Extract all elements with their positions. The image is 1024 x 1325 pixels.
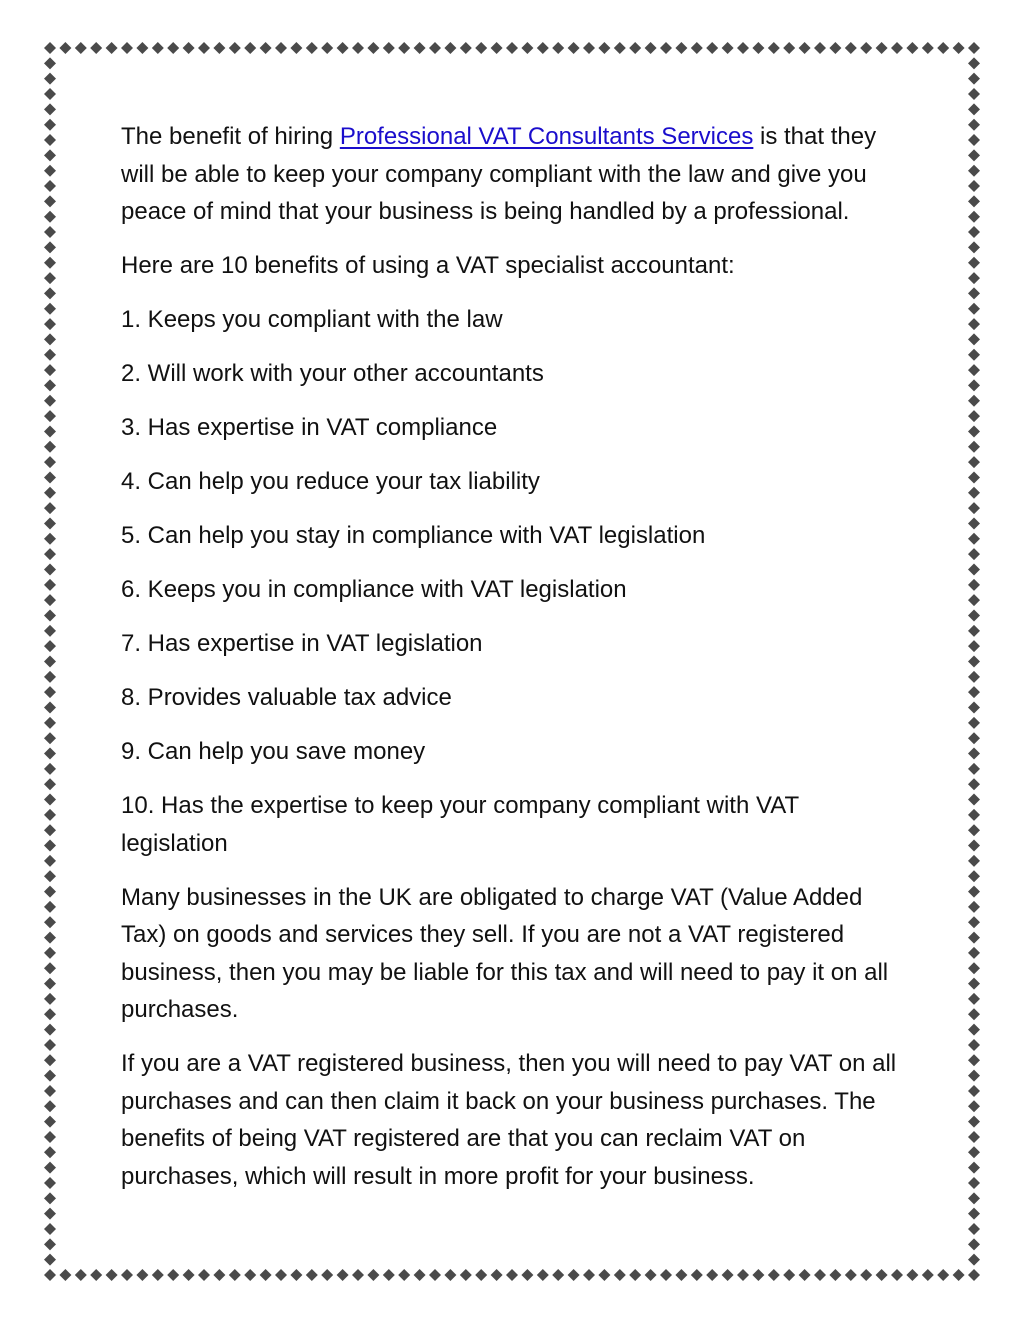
diamond-icon [44,870,56,882]
diamond-icon [968,395,980,407]
diamond-icon [537,1269,549,1281]
diamond-icon [44,840,56,852]
diamond-icon [383,1269,395,1281]
diamond-icon [968,594,980,606]
diamond-icon [44,732,56,744]
diamond-icon [90,42,102,54]
diamond-icon [691,1269,703,1281]
diamond-icon [953,42,965,54]
diamond-icon [968,548,980,560]
diamond-icon [44,195,56,207]
diamond-icon [968,1054,980,1066]
diamond-icon [876,42,888,54]
diamond-icon [783,1269,795,1281]
diamond-icon [44,1177,56,1189]
diamond-icon [829,42,841,54]
diamond-icon [968,1146,980,1158]
diamond-icon [44,257,56,269]
diamond-icon [44,119,56,131]
diamond-icon [44,809,56,821]
diamond-icon [444,42,456,54]
diamond-icon [44,165,56,177]
diamond-icon [44,855,56,867]
diamond-icon [44,1100,56,1112]
diamond-icon [768,1269,780,1281]
diamond-icon [44,563,56,575]
diamond-icon [275,1269,287,1281]
diamond-icon [968,1162,980,1174]
diamond-icon [968,1116,980,1128]
diamond-icon [968,533,980,545]
diamond-icon [44,502,56,514]
diamond-icon [629,1269,641,1281]
diamond-icon [44,410,56,422]
diamond-icon [44,1085,56,1097]
diamond-icon [752,1269,764,1281]
diamond-icon [521,1269,533,1281]
diamond-icon [260,1269,272,1281]
diamond-icon [198,1269,210,1281]
diamond-icon [44,1208,56,1220]
diamond-icon [383,42,395,54]
diamond-icon [44,932,56,944]
diamond-icon [968,487,980,499]
diamond-icon [968,149,980,161]
diamond-icon [968,1192,980,1204]
diamond-icon [44,333,56,345]
diamond-icon [183,1269,195,1281]
diamond-icon [968,456,980,468]
diamond-icon [44,1008,56,1020]
diamond-icon [275,42,287,54]
diamond-icon [722,1269,734,1281]
diamond-icon [352,1269,364,1281]
diamond-icon [968,379,980,391]
diamond-icon [44,671,56,683]
diamond-icon [968,1039,980,1051]
diamond-icon [152,1269,164,1281]
diamond-icon [968,732,980,744]
diamond-icon [968,364,980,376]
diamond-icon [44,379,56,391]
diamond-icon [44,471,56,483]
diamond-icon [213,42,225,54]
diamond-icon [968,211,980,223]
diamond-icon [306,42,318,54]
diamond-icon [44,241,56,253]
diamond-icon [968,1085,980,1097]
diamond-icon [44,395,56,407]
diamond-icon [506,1269,518,1281]
diamond-icon [922,1269,934,1281]
diamond-icon [44,364,56,376]
diamond-icon [968,978,980,990]
diamond-icon [352,42,364,54]
diamond-icon [44,1192,56,1204]
diamond-icon [106,1269,118,1281]
vat-registered-paragraph: If you are a VAT registered business, then you will need to pay VAT on all purchases and can then claim it back on your business purchases. The benefits of being VAT registered are that you can reclaim VAT on purchases, which will result in more profit for your business. [121,1050,897,1190]
diamond-icon [198,42,210,54]
diamond-icon [213,1269,225,1281]
diamond-icon [552,1269,564,1281]
diamond-icon [44,548,56,560]
diamond-icon [968,809,980,821]
diamond-icon [136,42,148,54]
diamond-icon [75,42,87,54]
diamond-icon [491,1269,503,1281]
diamond-icon [968,502,980,514]
diamond-icon [968,1008,980,1020]
diamond-icon [367,42,379,54]
diamond-icon [59,42,71,54]
diamond-icon [968,717,980,729]
diamond-icon [44,1162,56,1174]
diamond-icon [968,855,980,867]
diamond-icon [660,42,672,54]
diamond-icon [675,1269,687,1281]
diamond-icon [44,73,56,85]
diamond-icon [845,42,857,54]
diamond-icon [521,42,533,54]
diamond-icon [167,1269,179,1281]
diamond-icon [537,42,549,54]
diamond-icon [783,42,795,54]
diamond-icon [722,42,734,54]
diamond-icon [260,42,272,54]
diamond-icon [290,1269,302,1281]
diamond-icon [968,671,980,683]
diamond-icon [706,1269,718,1281]
diamond-icon [968,778,980,790]
diamond-icon [44,794,56,806]
diamond-icon [968,763,980,775]
diamond-icon [229,42,241,54]
diamond-icon [429,1269,441,1281]
diamond-icon [44,1054,56,1066]
diamond-icon [44,824,56,836]
benefits-list [121,301,911,862]
diamond-icon [645,42,657,54]
diamond-icon [44,947,56,959]
diamond-icon [968,625,980,637]
diamond-icon [337,1269,349,1281]
diamond-icon [968,824,980,836]
diamond-icon [44,1024,56,1036]
diamond-icon [629,42,641,54]
diamond-icon [552,42,564,54]
diamond-icon [44,1116,56,1128]
diamond-icon [568,1269,580,1281]
diamond-icon [737,1269,749,1281]
diamond-icon [906,1269,918,1281]
diamond-icon [968,870,980,882]
diamond-icon [460,42,472,54]
diamond-icon [968,88,980,100]
diamond-icon [44,318,56,330]
diamond-icon [44,149,56,161]
diamond-icon [44,901,56,913]
diamond-icon [583,42,595,54]
diamond-icon [968,686,980,698]
diamond-icon [44,272,56,284]
diamond-icon [152,42,164,54]
diamond-icon [876,1269,888,1281]
diamond-icon [614,42,626,54]
diamond-icon [968,103,980,115]
diamond-icon [968,640,980,652]
document-body [121,118,911,1212]
diamond-icon [968,1070,980,1082]
diamond-icon [44,134,56,146]
diamond-icon [968,165,980,177]
diamond-icon [121,42,133,54]
diamond-icon [968,1208,980,1220]
diamond-icon [968,410,980,422]
diamond-icon [968,57,980,69]
diamond-icon [136,1269,148,1281]
diamond-icon [968,609,980,621]
diamond-icon [968,916,980,928]
list-item: 6. Keeps you in compliance with VAT legislation [121,576,627,603]
diamond-icon [660,1269,672,1281]
diamond-icon [968,1238,980,1250]
diamond-icon [44,103,56,115]
diamond-icon [398,1269,410,1281]
diamond-icon [691,42,703,54]
diamond-icon [398,42,410,54]
diamond-icon [968,42,980,54]
diamond-icon [44,978,56,990]
diamond-icon [968,318,980,330]
diamond-icon [321,1269,333,1281]
diamond-icon [968,702,980,714]
diamond-icon [244,42,256,54]
diamond-icon [44,686,56,698]
diamond-icon [968,1131,980,1143]
diamond-icon [968,425,980,437]
diamond-icon [845,1269,857,1281]
diamond-icon [968,180,980,192]
list-heading: Here are 10 benefits of using a VAT specialist accountant: [121,252,735,279]
diamond-icon [968,349,980,361]
diamond-icon [106,42,118,54]
diamond-icon [968,441,980,453]
diamond-icon [968,1177,980,1189]
diamond-icon [968,272,980,284]
diamond-icon [814,42,826,54]
diamond-icon [59,1269,71,1281]
diamond-icon [814,1269,826,1281]
diamond-icon [44,517,56,529]
diamond-icon [968,73,980,85]
list-item: 9. Can help you save money [121,738,426,765]
diamond-icon [44,579,56,591]
diamond-icon [44,656,56,668]
diamond-icon [583,1269,595,1281]
diamond-icon [968,886,980,898]
diamond-icon [475,1269,487,1281]
diamond-icon [968,1269,980,1281]
list-item: 8. Provides valuable tax advice [121,684,452,711]
diamond-icon [429,42,441,54]
diamond-icon [568,42,580,54]
diamond-icon [922,42,934,54]
diamond-icon [752,42,764,54]
diamond-icon [968,303,980,315]
diamond-icon [968,993,980,1005]
diamond-icon [968,656,980,668]
diamond-icon [44,625,56,637]
diamond-icon [706,42,718,54]
diamond-icon [968,794,980,806]
diamond-icon [799,1269,811,1281]
intro-text-after-link: is that they will be able to keep your company compliant with the law and give you peace of mind that your business is being handled by a professional. [121,123,877,225]
diamond-icon [645,1269,657,1281]
diamond-icon [768,42,780,54]
diamond-icon [44,886,56,898]
diamond-icon [891,1269,903,1281]
diamond-icon [829,1269,841,1281]
diamond-icon [968,1100,980,1112]
list-item: 5. Can help you stay in compliance with VAT legislation [121,522,706,549]
diamond-icon [183,42,195,54]
diamond-icon [860,42,872,54]
diamond-icon [506,42,518,54]
diamond-icon [44,441,56,453]
diamond-icon [968,1024,980,1036]
list-item: 10. Has the expertise to keep your company compliant with VAT legislation [121,792,799,857]
diamond-icon [444,1269,456,1281]
diamond-icon [968,257,980,269]
diamond-icon [44,487,56,499]
diamond-icon [121,1269,133,1281]
diamond-icon [44,993,56,1005]
diamond-icon [44,211,56,223]
diamond-icon [968,241,980,253]
diamond-icon [968,932,980,944]
diamond-icon [75,1269,87,1281]
list-item: 7. Has expertise in VAT legislation [121,630,483,657]
diamond-icon [799,42,811,54]
diamond-icon [44,1269,56,1281]
intro-paragraph [121,118,911,231]
diamond-icon [860,1269,872,1281]
diamond-icon [460,1269,472,1281]
diamond-icon [475,42,487,54]
diamond-icon [44,916,56,928]
diamond-icon [937,1269,949,1281]
diamond-icon [968,579,980,591]
diamond-icon [44,1254,56,1266]
diamond-icon [968,901,980,913]
diamond-icon [414,42,426,54]
diamond-icon [968,563,980,575]
diamond-icon [953,1269,965,1281]
list-item: 3. Has expertise in VAT compliance [121,414,498,441]
diamond-icon [44,349,56,361]
list-item: 2. Will work with your other accountants [121,360,544,387]
intro-text-before-link: The benefit of hiring [121,123,340,150]
diamond-icon [44,425,56,437]
diamond-icon [44,180,56,192]
diamond-icon [737,42,749,54]
vat-obligation-paragraph: Many businesses in the UK are obligated to charge VAT (Value Added Tax) on goods and services they sell. If you are not a VAT registered business, then you may be liable for this tax and will need to pay it on all purchases. [121,883,889,1023]
diamond-icon [968,1223,980,1235]
diamond-icon [167,42,179,54]
diamond-icon [44,57,56,69]
diamond-icon [968,119,980,131]
diamond-icon [44,962,56,974]
list-item: 1. Keeps you compliant with the law [121,306,503,333]
diamond-icon [44,226,56,238]
list-item: 4. Can help you reduce your tax liability [121,468,540,495]
diamond-icon [937,42,949,54]
diamond-icon [968,1254,980,1266]
diamond-icon [44,594,56,606]
diamond-icon [44,1070,56,1082]
diamond-icon [968,333,980,345]
diamond-icon [321,42,333,54]
diamond-icon [44,287,56,299]
diamond-icon [44,88,56,100]
diamond-icon [44,609,56,621]
diamond-icon [491,42,503,54]
diamond-icon [968,471,980,483]
diamond-icon [44,303,56,315]
diamond-icon [306,1269,318,1281]
diamond-icon [906,42,918,54]
diamond-icon [290,42,302,54]
diamond-icon [44,42,56,54]
diamond-icon [968,947,980,959]
diamond-icon [244,1269,256,1281]
diamond-icon [968,134,980,146]
diamond-icon [90,1269,102,1281]
diamond-icon [968,226,980,238]
diamond-icon [337,42,349,54]
vat-consultants-link[interactable]: Professional VAT Consultants Services [339,123,754,150]
diamond-icon [44,640,56,652]
diamond-icon [968,840,980,852]
diamond-icon [44,1146,56,1158]
diamond-icon [44,456,56,468]
diamond-icon [44,533,56,545]
diamond-icon [44,702,56,714]
diamond-icon [598,1269,610,1281]
diamond-icon [44,1223,56,1235]
diamond-icon [968,287,980,299]
diamond-icon [229,1269,241,1281]
diamond-icon [44,717,56,729]
diamond-icon [968,517,980,529]
diamond-icon [44,1039,56,1051]
diamond-icon [614,1269,626,1281]
diamond-icon [44,748,56,760]
diamond-icon [44,763,56,775]
diamond-icon [367,1269,379,1281]
diamond-icon [968,195,980,207]
diamond-icon [44,1131,56,1143]
diamond-icon [414,1269,426,1281]
diamond-icon [44,778,56,790]
diamond-icon [891,42,903,54]
diamond-icon [44,1238,56,1250]
diamond-icon [968,962,980,974]
diamond-icon [598,42,610,54]
diamond-icon [968,748,980,760]
diamond-icon [675,42,687,54]
